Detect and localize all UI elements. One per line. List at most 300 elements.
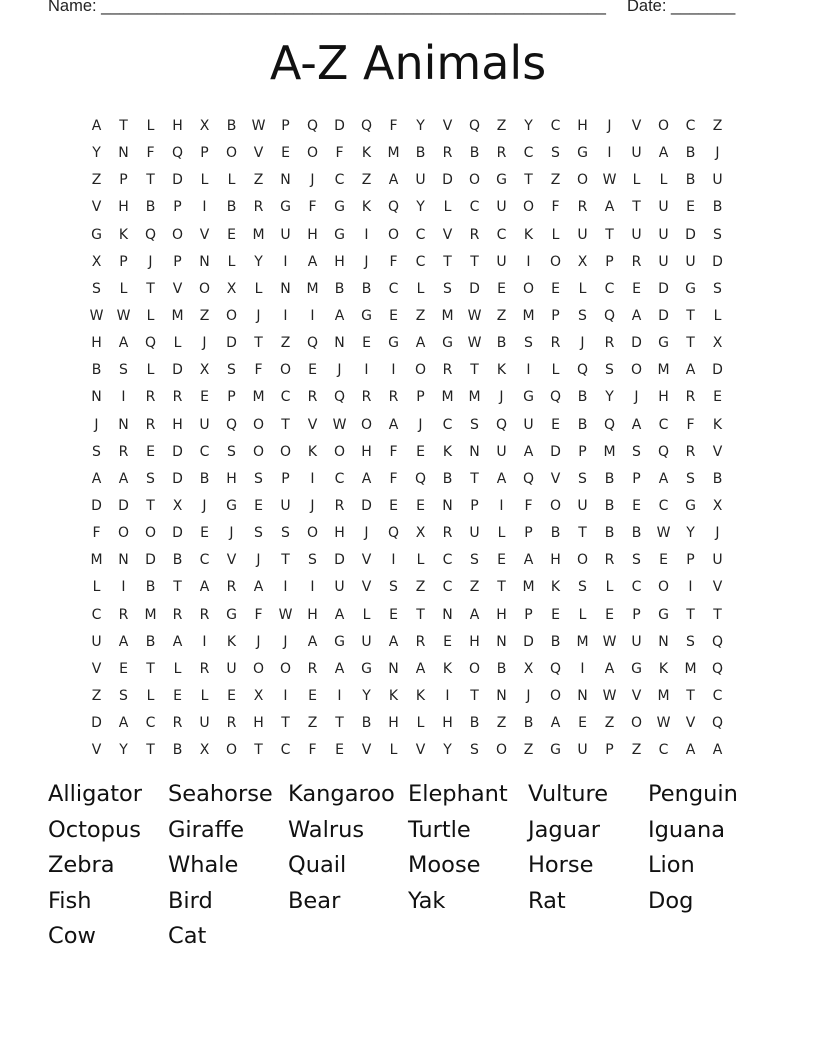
grid-letter[interactable]: B [415, 145, 426, 162]
grid-letter[interactable]: O [522, 280, 535, 297]
grid-letter[interactable]: I [337, 687, 342, 704]
grid-letter[interactable]: V [361, 552, 372, 569]
grid-letter[interactable]: H [577, 118, 588, 134]
grid-letter[interactable]: C [442, 416, 453, 433]
grid-letter[interactable]: L [551, 362, 560, 379]
grid-letter[interactable]: V [172, 280, 183, 297]
grid-letter[interactable]: O [252, 660, 265, 677]
grid-letter[interactable]: P [416, 389, 425, 406]
grid-letter[interactable]: L [254, 280, 263, 297]
grid-letter[interactable]: B [604, 497, 615, 514]
grid-letter[interactable]: I [391, 552, 396, 569]
grid-letter[interactable]: G [496, 172, 507, 189]
grid-letter[interactable]: M [144, 606, 157, 623]
grid-letter[interactable]: S [632, 443, 641, 460]
grid-letter[interactable]: K [496, 362, 507, 379]
grid-letter[interactable]: J [310, 172, 315, 189]
grid-letter[interactable]: L [200, 172, 209, 189]
grid-letter[interactable]: W [332, 416, 347, 433]
grid-letter[interactable]: D [658, 280, 669, 297]
grid-letter[interactable]: L [146, 307, 155, 324]
grid-letter[interactable]: H [91, 335, 102, 352]
grid-letter[interactable]: M [306, 280, 319, 297]
grid-letter[interactable]: X [577, 253, 588, 270]
grid-letter[interactable]: S [119, 687, 128, 704]
grid-letter[interactable]: H [118, 199, 129, 216]
grid-letter[interactable]: O [171, 226, 184, 243]
grid-letter[interactable]: R [550, 335, 561, 352]
grid-letter[interactable]: J [256, 307, 261, 324]
grid-letter[interactable]: G [361, 307, 372, 324]
grid-letter[interactable]: A [334, 660, 345, 677]
grid-letter[interactable]: E [605, 606, 614, 623]
grid-letter[interactable]: O [225, 307, 238, 324]
grid-letter[interactable]: A [334, 606, 345, 623]
grid-letter[interactable]: O [468, 660, 481, 677]
grid-letter[interactable]: L [605, 579, 614, 596]
grid-letter[interactable]: H [658, 389, 669, 406]
grid-letter[interactable]: R [118, 443, 129, 460]
grid-letter[interactable]: U [334, 579, 345, 596]
grid-letter[interactable]: L [443, 199, 452, 216]
grid-letter[interactable]: E [632, 280, 641, 297]
grid-letter[interactable]: C [604, 280, 615, 297]
grid-letter[interactable]: D [91, 715, 102, 732]
grid-letter[interactable]: R [145, 389, 156, 406]
grid-letter[interactable]: C [658, 742, 669, 759]
grid-letter[interactable]: S [578, 470, 587, 487]
grid-letter[interactable]: D [712, 253, 723, 270]
grid-letter[interactable]: A [307, 253, 318, 270]
grid-letter[interactable]: F [389, 443, 398, 460]
grid-letter[interactable]: C [658, 497, 669, 514]
grid-letter[interactable]: D [172, 470, 183, 487]
grid-letter[interactable]: K [415, 687, 426, 704]
grid-letter[interactable]: Q [576, 362, 589, 379]
grid-letter[interactable]: V [91, 660, 102, 677]
grid-letter[interactable]: Z [550, 172, 561, 189]
grid-letter[interactable]: J [634, 389, 639, 406]
grid-letter[interactable]: S [92, 280, 101, 297]
grid-letter[interactable]: G [334, 226, 345, 243]
grid-letter[interactable]: U [496, 443, 507, 460]
grid-letter[interactable]: Q [522, 470, 535, 487]
grid-letter[interactable]: H [496, 606, 507, 623]
grid-letter[interactable]: S [389, 579, 398, 596]
grid-letter[interactable]: H [361, 443, 372, 460]
grid-letter[interactable]: U [280, 497, 291, 514]
grid-letter[interactable]: O [333, 443, 346, 460]
grid-letter[interactable]: Q [468, 118, 481, 134]
grid-letter[interactable]: A [118, 335, 129, 352]
grid-letter[interactable]: S [524, 335, 533, 352]
grid-letter[interactable]: J [499, 389, 504, 406]
grid-letter[interactable]: Z [253, 172, 264, 189]
grid-letter[interactable]: A [199, 579, 210, 596]
grid-letter[interactable]: H [442, 715, 453, 732]
grid-letter[interactable]: C [469, 199, 480, 216]
grid-letter[interactable]: W [602, 172, 617, 189]
grid-letter[interactable]: B [577, 416, 588, 433]
grid-letter[interactable]: D [550, 443, 561, 460]
grid-letter[interactable]: V [712, 443, 723, 460]
grid-letter[interactable]: I [607, 145, 612, 162]
grid-letter[interactable]: I [364, 362, 369, 379]
grid-letter[interactable]: E [578, 715, 587, 732]
grid-letter[interactable]: P [119, 253, 128, 270]
grid-letter[interactable]: C [550, 118, 561, 134]
grid-letter[interactable]: O [198, 280, 211, 297]
grid-letter[interactable]: Q [387, 525, 400, 542]
grid-letter[interactable]: K [712, 416, 723, 433]
grid-letter[interactable]: M [657, 362, 670, 379]
grid-letter[interactable]: R [631, 253, 642, 270]
grid-letter[interactable]: J [337, 362, 342, 379]
grid-letter[interactable]: T [686, 606, 695, 623]
grid-letter[interactable]: U [469, 525, 480, 542]
grid-letter[interactable]: Q [306, 335, 319, 352]
grid-letter[interactable]: P [686, 552, 695, 569]
grid-letter[interactable]: T [146, 497, 155, 514]
grid-letter[interactable]: L [227, 253, 236, 270]
grid-letter[interactable]: T [146, 660, 155, 677]
grid-letter[interactable]: D [334, 552, 345, 569]
grid-letter[interactable]: I [121, 579, 126, 596]
grid-letter[interactable]: G [523, 389, 534, 406]
grid-letter[interactable]: F [551, 199, 560, 216]
grid-letter[interactable]: O [306, 145, 319, 162]
grid-letter[interactable]: A [523, 552, 534, 569]
grid-letter[interactable]: G [361, 660, 372, 677]
grid-letter[interactable]: J [715, 145, 720, 162]
grid-letter[interactable]: Z [91, 172, 102, 189]
grid-letter[interactable]: M [441, 307, 454, 324]
grid-letter[interactable]: U [631, 226, 642, 243]
grid-letter[interactable]: R [172, 606, 183, 623]
name-field-label[interactable]: Name: _______________________________________________________ [48, 0, 606, 15]
grid-letter[interactable]: Z [631, 742, 642, 759]
grid-letter[interactable]: N [118, 145, 129, 162]
grid-letter[interactable]: X [199, 742, 210, 759]
grid-letter[interactable]: Q [414, 470, 427, 487]
grid-letter[interactable]: V [550, 470, 561, 487]
grid-letter[interactable]: O [414, 362, 427, 379]
grid-letter[interactable]: U [631, 633, 642, 650]
grid-letter[interactable]: T [281, 416, 290, 433]
grid-letter[interactable]: L [659, 172, 668, 189]
grid-letter[interactable]: E [227, 226, 236, 243]
grid-letter[interactable]: H [307, 606, 318, 623]
grid-letter[interactable]: B [604, 470, 615, 487]
grid-letter[interactable]: T [443, 253, 452, 270]
grid-letter[interactable]: U [199, 416, 210, 433]
grid-letter[interactable]: E [227, 687, 236, 704]
grid-letter[interactable]: O [576, 172, 589, 189]
grid-letter[interactable]: V [415, 742, 426, 759]
grid-letter[interactable]: N [199, 253, 210, 270]
grid-letter[interactable]: Q [711, 660, 724, 677]
grid-letter[interactable]: P [200, 145, 209, 162]
grid-letter[interactable]: C [334, 470, 345, 487]
grid-letter[interactable]: R [226, 715, 237, 732]
grid-letter[interactable]: C [712, 687, 723, 704]
grid-letter[interactable]: B [226, 118, 237, 134]
grid-letter[interactable]: N [388, 660, 399, 677]
grid-letter[interactable]: E [200, 389, 209, 406]
grid-letter[interactable]: L [416, 552, 425, 569]
grid-letter[interactable]: E [713, 389, 722, 406]
grid-letter[interactable]: U [712, 552, 723, 569]
grid-letter[interactable]: A [631, 307, 642, 324]
grid-letter[interactable]: D [172, 172, 183, 189]
grid-letter[interactable]: I [526, 362, 531, 379]
grid-letter[interactable]: Q [225, 416, 238, 433]
grid-letter[interactable]: X [712, 335, 723, 352]
grid-letter[interactable]: P [470, 497, 479, 514]
grid-letter[interactable]: A [550, 715, 561, 732]
grid-letter[interactable]: O [279, 362, 292, 379]
grid-letter[interactable]: O [279, 660, 292, 677]
grid-letter[interactable]: O [225, 145, 238, 162]
grid-letter[interactable]: T [281, 552, 290, 569]
grid-letter[interactable]: Q [333, 389, 346, 406]
grid-letter[interactable]: M [90, 552, 103, 569]
grid-letter[interactable]: Q [387, 199, 400, 216]
grid-letter[interactable]: R [442, 362, 453, 379]
grid-letter[interactable]: G [631, 660, 642, 677]
grid-letter[interactable]: Q [306, 118, 319, 134]
grid-letter[interactable]: H [388, 715, 399, 732]
grid-letter[interactable]: D [172, 443, 183, 460]
grid-letter[interactable]: J [94, 416, 99, 433]
grid-letter[interactable]: A [361, 470, 372, 487]
grid-letter[interactable]: B [145, 199, 156, 216]
grid-letter[interactable]: U [280, 226, 291, 243]
grid-letter[interactable]: O [225, 742, 238, 759]
grid-letter[interactable]: Z [496, 307, 507, 324]
grid-letter[interactable]: L [146, 118, 155, 134]
grid-letter[interactable]: I [580, 660, 585, 677]
grid-letter[interactable]: A [712, 742, 723, 759]
grid-letter[interactable]: Y [686, 525, 695, 542]
grid-letter[interactable]: S [308, 552, 317, 569]
grid-letter[interactable]: A [658, 470, 669, 487]
grid-letter[interactable]: T [686, 335, 695, 352]
grid-letter[interactable]: J [607, 118, 612, 134]
grid-letter[interactable]: D [658, 307, 669, 324]
grid-letter[interactable]: L [551, 226, 560, 243]
grid-letter[interactable]: I [310, 579, 315, 596]
grid-letter[interactable]: R [496, 145, 507, 162]
grid-letter[interactable]: G [550, 742, 561, 759]
grid-letter[interactable]: U [712, 172, 723, 189]
grid-letter[interactable]: B [604, 525, 615, 542]
grid-letter[interactable]: V [442, 118, 453, 134]
grid-letter[interactable]: J [283, 633, 288, 650]
grid-letter[interactable]: A [631, 416, 642, 433]
grid-letter[interactable]: O [630, 362, 643, 379]
grid-letter[interactable]: V [685, 715, 696, 732]
grid-letter[interactable]: J [202, 497, 207, 514]
grid-letter[interactable]: S [470, 552, 479, 569]
grid-letter[interactable]: N [496, 687, 507, 704]
grid-letter[interactable]: R [577, 199, 588, 216]
grid-letter[interactable]: B [550, 525, 561, 542]
grid-letter[interactable]: L [146, 687, 155, 704]
grid-letter[interactable]: O [387, 226, 400, 243]
grid-letter[interactable]: X [199, 362, 210, 379]
grid-letter[interactable]: J [715, 525, 720, 542]
grid-letter[interactable]: Y [362, 687, 371, 704]
grid-letter[interactable]: R [226, 579, 237, 596]
grid-letter[interactable]: G [280, 199, 291, 216]
grid-letter[interactable]: Q [603, 416, 616, 433]
grid-letter[interactable]: L [92, 579, 101, 596]
grid-letter[interactable]: M [387, 145, 400, 162]
grid-letter[interactable]: I [391, 362, 396, 379]
grid-letter[interactable]: D [91, 497, 102, 514]
grid-letter[interactable]: A [91, 118, 102, 134]
grid-letter[interactable]: E [281, 145, 290, 162]
grid-letter[interactable]: E [308, 362, 317, 379]
grid-letter[interactable]: M [522, 307, 535, 324]
grid-letter[interactable]: S [578, 579, 587, 596]
grid-letter[interactable]: T [146, 280, 155, 297]
grid-letter[interactable]: U [685, 253, 696, 270]
grid-letter[interactable]: C [442, 579, 453, 596]
grid-letter[interactable]: A [253, 579, 264, 596]
grid-letter[interactable]: F [686, 416, 695, 433]
grid-letter[interactable]: H [226, 470, 237, 487]
grid-letter[interactable]: P [173, 253, 182, 270]
grid-letter[interactable]: A [388, 416, 399, 433]
grid-letter[interactable]: K [442, 660, 453, 677]
grid-letter[interactable]: F [308, 199, 317, 216]
grid-letter[interactable]: P [173, 199, 182, 216]
grid-letter[interactable]: K [361, 199, 372, 216]
grid-letter[interactable]: A [388, 633, 399, 650]
grid-letter[interactable]: H [334, 525, 345, 542]
grid-letter[interactable]: A [415, 660, 426, 677]
grid-letter[interactable]: F [92, 525, 101, 542]
grid-letter[interactable]: V [91, 199, 102, 216]
grid-letter[interactable]: N [442, 606, 453, 623]
grid-letter[interactable]: T [416, 606, 425, 623]
grid-letter[interactable]: E [200, 525, 209, 542]
grid-letter[interactable]: S [227, 362, 236, 379]
grid-letter[interactable]: L [146, 362, 155, 379]
grid-letter[interactable]: C [145, 715, 156, 732]
grid-letter[interactable]: T [497, 579, 506, 596]
grid-letter[interactable]: O [549, 687, 562, 704]
grid-letter[interactable]: Y [254, 253, 263, 270]
grid-letter[interactable]: J [364, 253, 369, 270]
grid-letter[interactable]: D [631, 335, 642, 352]
grid-letter[interactable]: A [469, 606, 480, 623]
grid-letter[interactable]: Q [549, 660, 562, 677]
grid-letter[interactable]: J [148, 253, 153, 270]
grid-letter[interactable]: C [199, 443, 210, 460]
grid-letter[interactable]: J [580, 335, 585, 352]
grid-letter[interactable]: A [658, 145, 669, 162]
grid-letter[interactable]: U [658, 199, 669, 216]
grid-letter[interactable]: Z [361, 172, 372, 189]
grid-letter[interactable]: O [306, 525, 319, 542]
grid-letter[interactable]: R [469, 226, 480, 243]
grid-letter[interactable]: S [146, 470, 155, 487]
grid-letter[interactable]: L [227, 172, 236, 189]
grid-letter[interactable]: E [416, 497, 425, 514]
grid-letter[interactable]: Q [603, 307, 616, 324]
grid-letter[interactable]: A [415, 335, 426, 352]
grid-letter[interactable]: R [118, 606, 129, 623]
grid-letter[interactable]: B [577, 389, 588, 406]
grid-letter[interactable]: Q [711, 633, 724, 650]
grid-letter[interactable]: F [254, 606, 263, 623]
grid-letter[interactable]: L [416, 280, 425, 297]
grid-letter[interactable]: Y [443, 742, 452, 759]
grid-letter[interactable]: A [496, 470, 507, 487]
grid-letter[interactable]: Z [604, 715, 615, 732]
grid-letter[interactable]: I [121, 389, 126, 406]
grid-letter[interactable]: S [632, 552, 641, 569]
grid-letter[interactable]: K [118, 226, 129, 243]
grid-letter[interactable]: T [119, 118, 128, 134]
grid-letter[interactable]: V [361, 579, 372, 596]
grid-letter[interactable]: I [202, 199, 207, 216]
grid-letter[interactable]: D [145, 552, 156, 569]
grid-letter[interactable]: C [388, 280, 399, 297]
grid-letter[interactable]: G [658, 606, 669, 623]
grid-letter[interactable]: B [685, 145, 696, 162]
grid-letter[interactable]: R [199, 606, 210, 623]
grid-letter[interactable]: U [496, 199, 507, 216]
grid-letter[interactable]: K [523, 226, 534, 243]
grid-letter[interactable]: C [658, 416, 669, 433]
grid-letter[interactable]: E [119, 660, 128, 677]
grid-letter[interactable]: J [229, 525, 234, 542]
grid-letter[interactable]: N [658, 633, 669, 650]
grid-letter[interactable]: E [389, 497, 398, 514]
grid-letter[interactable]: O [252, 416, 265, 433]
grid-letter[interactable]: I [445, 687, 450, 704]
grid-letter[interactable]: D [442, 172, 453, 189]
grid-letter[interactable]: J [418, 416, 423, 433]
grid-letter[interactable]: B [145, 579, 156, 596]
grid-letter[interactable]: F [308, 742, 317, 759]
grid-letter[interactable]: W [278, 606, 293, 623]
grid-letter[interactable]: G [226, 606, 237, 623]
grid-letter[interactable]: E [362, 335, 371, 352]
grid-letter[interactable]: M [603, 443, 616, 460]
grid-letter[interactable]: S [470, 416, 479, 433]
grid-letter[interactable]: S [254, 470, 263, 487]
grid-letter[interactable]: D [469, 280, 480, 297]
grid-letter[interactable]: O [549, 253, 562, 270]
grid-letter[interactable]: F [335, 145, 344, 162]
grid-letter[interactable]: E [659, 552, 668, 569]
grid-letter[interactable]: L [578, 606, 587, 623]
grid-letter[interactable]: T [470, 253, 479, 270]
grid-letter[interactable]: I [499, 497, 504, 514]
grid-letter[interactable]: P [632, 606, 641, 623]
grid-letter[interactable]: O [576, 552, 589, 569]
grid-letter[interactable]: R [442, 525, 453, 542]
grid-letter[interactable]: W [602, 687, 617, 704]
grid-letter[interactable]: Z [469, 579, 480, 596]
grid-letter[interactable]: T [578, 525, 587, 542]
grid-letter[interactable]: C [442, 552, 453, 569]
